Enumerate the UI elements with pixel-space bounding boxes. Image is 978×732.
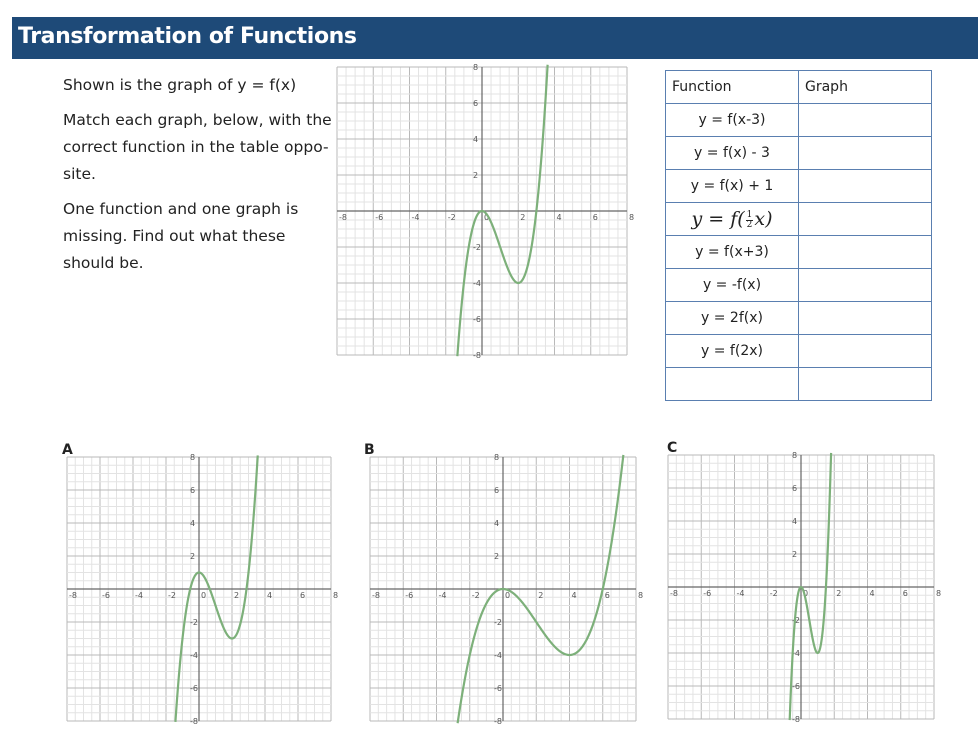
- x-tick-label: 6: [902, 589, 908, 598]
- x-tick-label: -2: [471, 591, 480, 600]
- function-cell: y = -f(x): [666, 269, 799, 302]
- x-tick-label: 6: [300, 591, 306, 600]
- x-tick-label: 0: [505, 591, 511, 600]
- graph-answer-cell[interactable]: [799, 335, 932, 368]
- y-tick-label: -8: [792, 715, 800, 724]
- y-tick-label: 8: [190, 453, 196, 462]
- header-graph: Graph: [799, 71, 932, 104]
- x-tick-label: -8: [339, 213, 347, 222]
- graph-main: [337, 63, 635, 360]
- y-tick-label: -4: [792, 649, 800, 658]
- graph-a: [67, 453, 339, 726]
- page-title: Transformation of Functions: [18, 24, 357, 49]
- graph-answer-cell[interactable]: [799, 104, 932, 137]
- x-tick-label: 0: [201, 591, 207, 600]
- x-tick-label: 2: [836, 589, 842, 598]
- y-tick-label: -8: [190, 717, 198, 726]
- x-tick-label: 6: [604, 591, 610, 600]
- table-row: [666, 170, 932, 203]
- graph-b: [370, 453, 644, 726]
- y-tick-label: 6: [473, 99, 479, 108]
- y-tick-label: 6: [190, 486, 196, 495]
- x-tick-label: -6: [703, 589, 712, 598]
- x-tick-label: -6: [375, 213, 384, 222]
- table-row: [666, 104, 932, 137]
- graph-answer-cell[interactable]: [799, 368, 932, 401]
- y-tick-label: 4: [792, 517, 798, 526]
- instruction-intro: Shown is the graph of y = f(x): [63, 76, 297, 94]
- x-tick-label: 0: [803, 589, 809, 598]
- x-tick-label: -2: [769, 589, 778, 598]
- x-tick-label: 4: [556, 213, 562, 222]
- y-tick-label: 4: [190, 519, 196, 528]
- x-tick-label: 8: [333, 591, 339, 600]
- function-cell: y = f(x+3): [666, 236, 799, 269]
- y-tick-label: -4: [190, 651, 198, 660]
- function-cell-half-x: [666, 203, 799, 236]
- table-row: [666, 302, 932, 335]
- x-tick-label: 4: [869, 589, 875, 598]
- y-tick-label: 6: [792, 484, 798, 493]
- x-tick-label: 4: [571, 591, 577, 600]
- function-cell: y = 2f(x): [666, 302, 799, 335]
- x-tick-label: 0: [484, 213, 490, 222]
- graph-a-label: A: [62, 442, 73, 458]
- table-row: [666, 236, 932, 269]
- x-tick-label: -6: [102, 591, 110, 600]
- instructions: [63, 72, 338, 285]
- table-row: [666, 203, 932, 236]
- x-tick-label: -4: [135, 591, 143, 600]
- y-tick-label: 8: [792, 451, 798, 460]
- table-row: [666, 335, 932, 368]
- x-tick-label: -8: [69, 591, 77, 600]
- graph-c-label: C: [667, 440, 678, 456]
- x-tick-label: -4: [411, 213, 420, 222]
- y-tick-label: 4: [494, 519, 500, 528]
- graph-answer-cell[interactable]: [799, 302, 932, 335]
- y-tick-label: 2: [792, 550, 798, 559]
- function-formula-image: y = f( $\frac{1}{2}$ x): [691, 208, 773, 230]
- table-row: [666, 137, 932, 170]
- x-tick-label: 8: [629, 213, 635, 222]
- x-tick-label: 6: [592, 213, 598, 222]
- x-tick-label: -8: [670, 589, 678, 598]
- y-tick-label: -2: [190, 618, 198, 627]
- y-tick-label: -6: [494, 684, 502, 693]
- y-tick-label: -2: [494, 618, 502, 627]
- y-tick-label: -8: [494, 717, 502, 726]
- y-tick-label: 4: [473, 135, 479, 144]
- y-tick-label: 8: [473, 63, 479, 72]
- header-banner: [12, 17, 978, 59]
- y-tick-label: -6: [190, 684, 198, 693]
- x-tick-label: 8: [936, 589, 942, 598]
- y-tick-label: 2: [494, 552, 500, 561]
- y-tick-label: -4: [494, 651, 502, 660]
- graph-answer-cell[interactable]: [799, 203, 932, 236]
- x-tick-label: -4: [736, 589, 745, 598]
- table-header-row: [666, 71, 932, 104]
- graph-c: [668, 451, 942, 724]
- x-tick-label: -6: [405, 591, 414, 600]
- graph-answer-cell[interactable]: [799, 236, 932, 269]
- function-cell: y = f(x-3): [666, 104, 799, 137]
- y-tick-label: -6: [473, 315, 481, 324]
- function-cell: y = f(2x): [666, 335, 799, 368]
- x-tick-label: -2: [168, 591, 176, 600]
- y-tick-label: -4: [473, 279, 481, 288]
- x-tick-label: -2: [447, 213, 456, 222]
- y-tick-label: 6: [494, 486, 500, 495]
- instruction-match: Match each graph, below, with the correct function in the table oppo-site.: [63, 111, 332, 183]
- y-tick-label: 2: [473, 171, 479, 180]
- graph-b-label: B: [364, 442, 375, 458]
- y-tick-label: -2: [792, 616, 800, 625]
- function-cell: y = f(x) + 1: [666, 170, 799, 203]
- function-table: [665, 70, 932, 401]
- function-cell-missing[interactable]: [666, 368, 799, 401]
- y-tick-label: 8: [494, 453, 500, 462]
- x-tick-label: 2: [538, 591, 544, 600]
- graph-answer-cell[interactable]: [799, 137, 932, 170]
- y-tick-label: -8: [473, 351, 481, 360]
- graph-answer-cell[interactable]: [799, 269, 932, 302]
- graph-answer-cell[interactable]: [799, 170, 932, 203]
- x-tick-label: 4: [267, 591, 273, 600]
- table-row: [666, 269, 932, 302]
- function-cell: y = f(x) - 3: [666, 137, 799, 170]
- x-tick-label: -8: [372, 591, 380, 600]
- x-tick-label: 8: [638, 591, 644, 600]
- y-tick-label: -2: [473, 243, 481, 252]
- x-tick-label: 2: [520, 213, 526, 222]
- table-row-empty: [666, 368, 932, 401]
- y-tick-label: -6: [792, 682, 800, 691]
- instruction-missing: One function and one graph is missing. Find out what these should be.: [63, 200, 299, 272]
- header-function: Function: [666, 71, 799, 104]
- x-tick-label: -4: [438, 591, 447, 600]
- x-tick-label: 2: [234, 591, 240, 600]
- y-tick-label: 2: [190, 552, 196, 561]
